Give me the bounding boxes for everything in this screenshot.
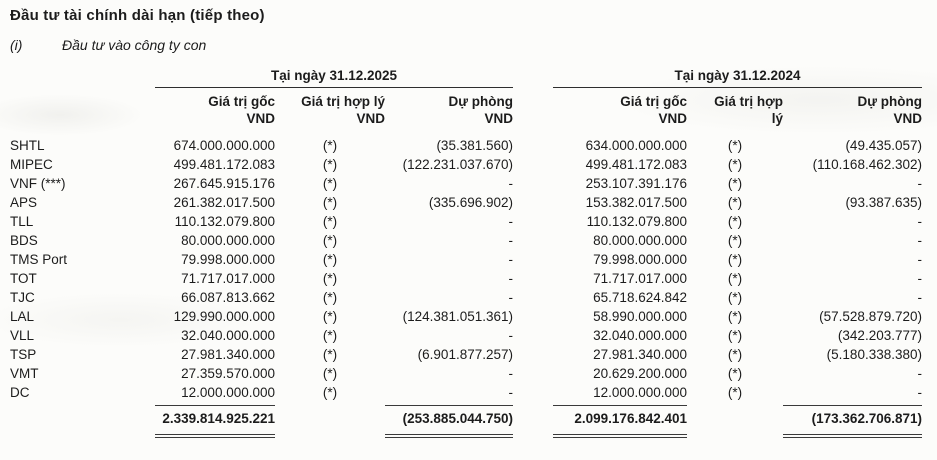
table-row	[10, 364, 922, 383]
cost-2025: 261.382.017.500	[173, 195, 275, 210]
table-row	[10, 231, 922, 250]
provision-2024: -	[917, 176, 922, 191]
fair-value-2025: (*)	[322, 328, 338, 343]
col-header-cost-2025: Giá trị gốc VND	[208, 94, 275, 126]
table-row	[10, 326, 922, 345]
fair-value-2025: (*)	[322, 309, 338, 324]
cost-2025: 12.000.000.000	[181, 385, 275, 400]
cost-2025: 71.717.017.000	[181, 271, 275, 286]
cost-2024: 79.998.000.000	[593, 252, 687, 267]
cost-2025: 80.000.000.000	[181, 233, 275, 248]
provision-2024: -	[917, 290, 922, 305]
cost-2024: 20.629.200.000	[593, 366, 687, 381]
table-body	[10, 136, 922, 402]
cost-2025: 66.087.813.662	[181, 290, 275, 305]
provision-2025: -	[508, 366, 513, 381]
fair-value-2024: (*)	[727, 328, 743, 343]
provision-2025: (35.381.560)	[436, 138, 513, 153]
cost-2024: 32.040.000.000	[593, 328, 687, 343]
group-header-2025: Tại ngày 31.12.2025	[155, 68, 513, 88]
cost-2024: 12.000.000.000	[593, 385, 687, 400]
table-group-header-row	[10, 68, 922, 88]
fair-value-2024: (*)	[727, 366, 743, 381]
company-label: TJC	[10, 290, 35, 305]
provision-2024: -	[917, 385, 922, 400]
fair-value-2025: (*)	[322, 157, 338, 172]
group-header-2024: Tại ngày 31.12.2024	[553, 68, 922, 88]
provision-2025: -	[508, 385, 513, 400]
total-cost-2024: 2.099.176.842.401	[553, 405, 687, 438]
company-label: MIPEC	[10, 157, 53, 172]
provision-2024: -	[917, 233, 922, 248]
table-row	[10, 212, 922, 231]
table-row	[10, 250, 922, 269]
cost-2024: 71.717.017.000	[593, 271, 687, 286]
fair-value-2025: (*)	[322, 347, 338, 362]
cost-2024: 110.132.079.800	[586, 214, 687, 229]
company-label: DC	[10, 385, 30, 400]
cost-2025: 267.645.915.176	[173, 176, 275, 191]
cost-2025: 27.359.570.000	[181, 366, 275, 381]
company-label: TSP	[10, 347, 37, 362]
company-label: LAL	[10, 309, 35, 324]
col-header-provision-2025: Dự phòng VND	[448, 94, 513, 126]
fair-value-2025: (*)	[322, 195, 338, 210]
cost-2024: 27.981.340.000	[593, 347, 687, 362]
provision-2025: (122.231.037.670)	[402, 157, 513, 172]
provision-2025: -	[508, 233, 513, 248]
table-row	[10, 136, 922, 155]
provision-2025: -	[508, 271, 513, 286]
col-header-fair-2024: Giá trị hợp lý	[714, 94, 783, 126]
provision-2025: -	[508, 328, 513, 343]
fair-value-2024: (*)	[727, 271, 743, 286]
cost-2024: 634.000.000.000	[585, 138, 687, 153]
page-title: Đầu tư tài chính dài hạn (tiếp theo)	[10, 7, 265, 24]
company-label: VLL	[10, 328, 35, 343]
table-row	[10, 155, 922, 174]
fair-value-2024: (*)	[727, 347, 743, 362]
table-column-header-row	[10, 93, 922, 127]
cost-2024: 80.000.000.000	[593, 233, 687, 248]
fair-value-2025: (*)	[322, 233, 338, 248]
table-row	[10, 288, 922, 307]
fair-value-2024: (*)	[727, 214, 743, 229]
provision-2025: (6.901.877.257)	[417, 347, 513, 362]
col-header-fair-2025: Giá trị hợp lý VND	[301, 94, 385, 126]
fair-value-2025: (*)	[322, 385, 338, 400]
cost-2024: 253.107.391.176	[585, 176, 687, 191]
provision-2024: (342.203.777)	[837, 328, 922, 343]
cost-2025: 32.040.000.000	[181, 328, 275, 343]
total-provision-2025: (253.885.044.750)	[385, 405, 513, 438]
total-cost-2025: 2.339.814.925.221	[155, 405, 275, 438]
provision-2025: -	[508, 176, 513, 191]
provision-2025: -	[508, 290, 513, 305]
total-provision-2024: (173.362.706.871)	[783, 405, 922, 438]
table-row	[10, 345, 922, 364]
investments-table	[10, 68, 922, 438]
cost-2025: 499.481.172.083	[173, 157, 275, 172]
provision-2024: -	[917, 252, 922, 267]
provision-2024: (57.528.879.720)	[819, 309, 922, 324]
table-row	[10, 307, 922, 326]
table-row	[10, 174, 922, 193]
cost-2025: 129.990.000.000	[173, 309, 275, 324]
fair-value-2024: (*)	[727, 309, 743, 324]
cost-2024: 153.382.017.500	[585, 195, 687, 210]
fair-value-2024: (*)	[727, 252, 743, 267]
section-marker: (i)	[10, 37, 23, 53]
fair-value-2025: (*)	[322, 366, 338, 381]
cost-2025: 27.981.340.000	[181, 347, 275, 362]
table-row	[10, 269, 922, 288]
col-header-cost-2024: Giá trị gốc VND	[620, 94, 687, 126]
company-label: TLL	[10, 214, 34, 229]
cost-2024: 58.990.000.000	[593, 309, 687, 324]
section-title: Đầu tư vào công ty con	[62, 37, 207, 53]
table-row	[10, 383, 922, 402]
cost-2024: 499.481.172.083	[585, 157, 687, 172]
fair-value-2025: (*)	[322, 138, 338, 153]
cost-2025: 674.000.000.000	[173, 138, 275, 153]
fair-value-2024: (*)	[727, 290, 743, 305]
company-label: TMS Port	[10, 252, 68, 267]
provision-2024: (5.180.338.380)	[826, 347, 922, 362]
table-totals-row	[10, 405, 922, 438]
company-label: VMT	[10, 366, 39, 381]
section-heading	[10, 37, 510, 53]
fair-value-2025: (*)	[322, 214, 338, 229]
cost-2025: 79.998.000.000	[181, 252, 275, 267]
fair-value-2024: (*)	[727, 233, 743, 248]
cost-2024: 65.718.624.842	[593, 290, 687, 305]
fair-value-2025: (*)	[322, 176, 338, 191]
fair-value-2024: (*)	[727, 176, 743, 191]
fair-value-2025: (*)	[322, 252, 338, 267]
table-row	[10, 193, 922, 212]
company-label: SHTL	[10, 138, 45, 153]
provision-2024: (110.168.462.302)	[812, 157, 922, 172]
provision-2024: (49.435.057)	[845, 138, 922, 153]
fair-value-2025: (*)	[322, 290, 338, 305]
fair-value-2024: (*)	[727, 157, 743, 172]
provision-2025: -	[508, 214, 513, 229]
company-label: BDS	[10, 233, 38, 248]
cost-2025: 110.132.079.800	[174, 214, 275, 229]
fair-value-2024: (*)	[727, 385, 743, 400]
company-label: APS	[10, 195, 38, 210]
fair-value-2024: (*)	[727, 195, 743, 210]
provision-2025: (335.696.902)	[428, 195, 513, 210]
fair-value-2025: (*)	[322, 271, 338, 286]
col-header-provision-2024: Dự phòng VND	[857, 94, 922, 126]
provision-2024: -	[917, 214, 922, 229]
company-label: VNF (***)	[10, 176, 66, 191]
fair-value-2024: (*)	[727, 138, 743, 153]
provision-2024: -	[917, 271, 922, 286]
provision-2025: -	[508, 252, 513, 267]
provision-2024: -	[917, 366, 922, 381]
provision-2024: (93.387.635)	[845, 195, 922, 210]
provision-2025: (124.381.051.361)	[402, 309, 513, 324]
company-label: TOT	[10, 271, 37, 286]
